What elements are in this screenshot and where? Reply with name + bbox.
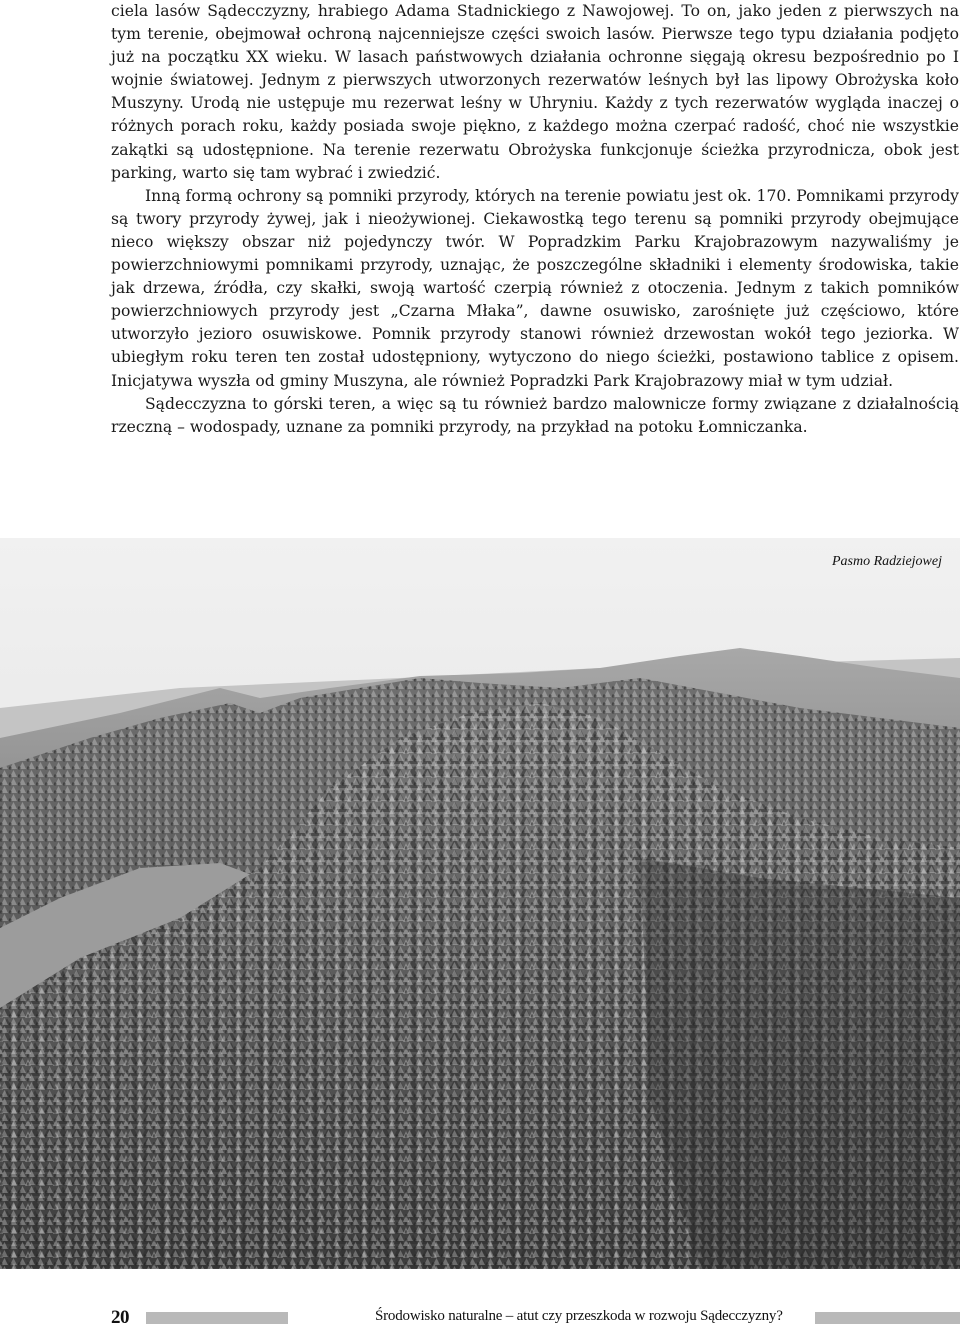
footer-bar-left — [146, 1312, 288, 1324]
photo-caption: Pasmo Radziejowej — [831, 554, 942, 569]
page-footer — [0, 1300, 960, 1329]
landscape-photo — [0, 538, 960, 1269]
paragraph-3: Sądecczyzna to górski teren, a więc są tu również bardzo malownicze formy związane z działalnością rzeczną – wodospady, uznane za pomniki przyrody, na przykład na potoku Łomniczanka. — [111, 394, 959, 436]
running-title: Środowisko naturalne – atut czy przeszkoda w rozwoju Sądecczyzny? — [375, 1308, 783, 1324]
paragraph-1: ciela lasów Sądecczyzny, hrabiego Adama Stadnickiego z Nawojowej. To on, jako jeden z pierwszych na tym terenie, obejmował ochroną najcenniejsze części swoich lasów. Pierwsze tego typu działania podjęto już na początku XX wieku. W lasach państwowych działania ochronne sięgają okresu bezpośrednio po I wojnie światowej. Jednym z pierwszych utworzonych rezerwatów leśnych był las lipowy Obrożyska koło Muszyny. Urodą nie ustępuje mu rezerwat leśny w Uhryniu. Każdy z tych rezerwatów wygląda inaczej o różnych porach roku, każdy posiada swoje piękno, z każdego można czerpać radość, choć nie wszystkie zakątki są udostępnione. Na terenie rezerwatu Obrożyska funkcjonuje ścieżka przyrodnicza, obok jest parking, warto się tam wybrać i zwiedzić. — [111, 2, 959, 182]
article-body — [111, 0, 959, 439]
page-number: 20 — [111, 1307, 129, 1328]
forest-hills-illustration — [0, 538, 960, 1269]
footer-bar-right — [815, 1312, 960, 1324]
paragraph-2: Inną formą ochrony są pomniki przyrody, których na terenie powiatu jest ok. 170. Pomnikami przyrody są twory przyrody żywej, jak i nieożywionej. Ciekawostką tego terenu są pomniki przyrody obejmujące nieco większy obszar niż pojedynczy twór. W Popradzkim Parku Krajobrazowym nazywaliśmy je powierzchniowymi pomnikami przyrody, uznając, że poszczególne składniki i elementy środowiska, takie jak drzewa, źródła, czy skałki, swoją wartość czerpią również z otoczenia. Jednym z takich pomników powierzchniowych przyrody jest „Czarna Młaka”, dawne osuwisko, zarośnięte już częściowo, które utworzyło jezioro osuwiskowe. Pomnik przyrody stanowi również drzewostan wokół tego jeziorka. W ubiegłym roku teren ten został udostępniony, wytyczono do niego ścieżki, postawiono tablice z opisem. Inicjatywa wyszła od gminy Muszyna, ale również Popradzki Park Krajobrazowy miał w tym udział. — [111, 186, 959, 390]
